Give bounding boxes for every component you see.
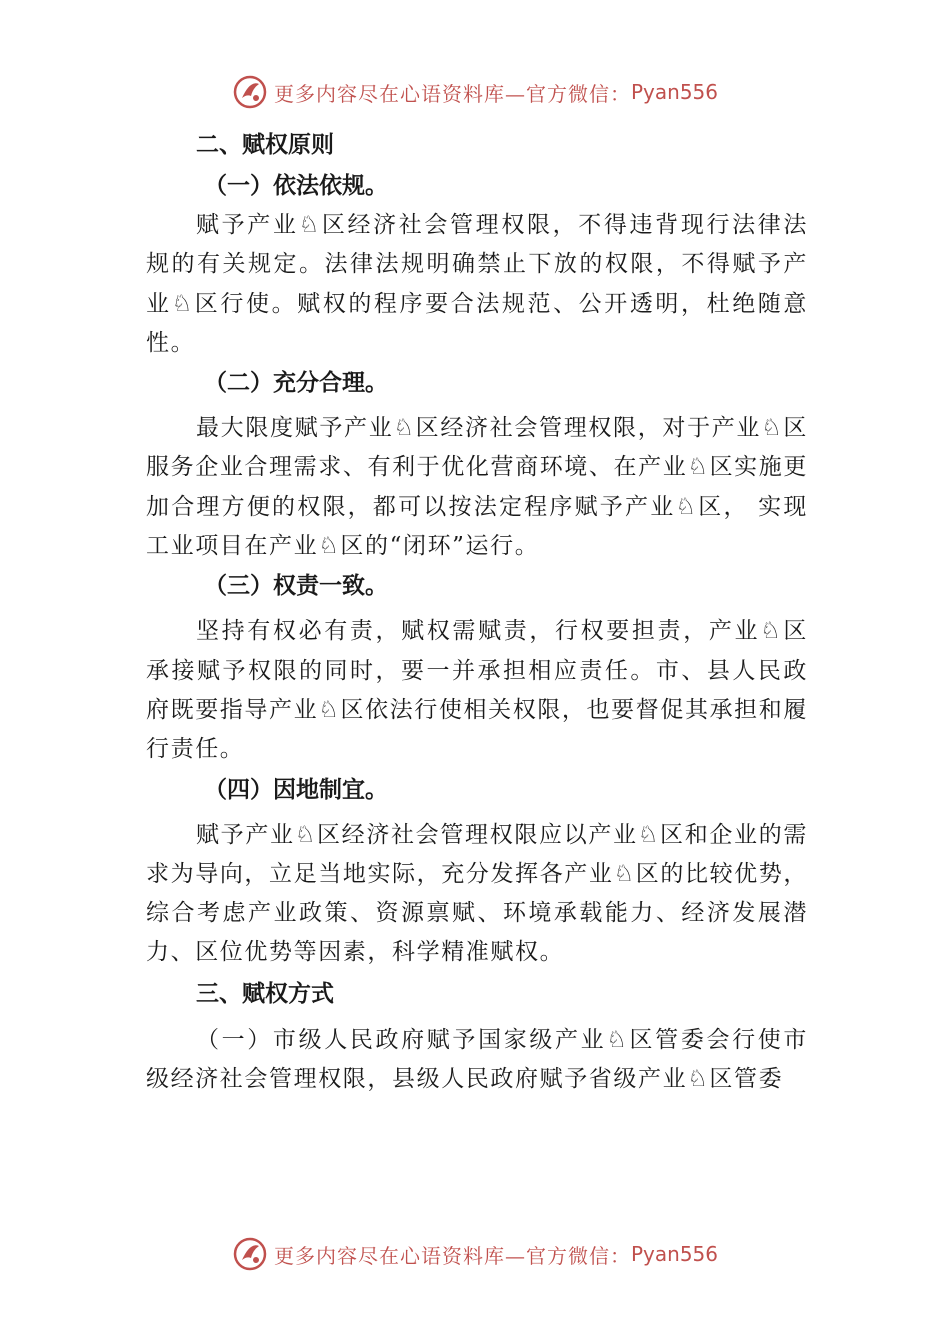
- watermark-header: [0, 72, 950, 112]
- paragraph: 赋予产业♘区经济社会管理权限应以产业♘区和企业的需求为导向，立足当地实际，充分发挥各产业♘区的比较优势，综合考虑产业政策、资源禀赋、环境承载能力、经济发展潜力、区位优势等因素，科学精准赋权。: [146, 821, 808, 966]
- brand-logo-icon: [232, 1236, 268, 1272]
- document-body: [146, 124, 808, 1099]
- subsection-heading: （四）因地制宜。: [204, 775, 388, 803]
- subsection-heading: （三）权责一致。: [204, 572, 388, 600]
- paragraph: 最大限度赋予产业♘区经济社会管理权限，对于产业♘区服务企业合理需求、有利于优化营商环境、在产业♘区实施更加合理方便的权限，都可以按法定程序赋予产业♘区， 实现工业项目在产业♘区的“闭环”运行。: [146, 415, 808, 560]
- paragraph: 坚持有权必有责，赋权需赋责，行权要担责，产业♘区承接赋予权限的同时，要一并承担相应责任。市、县人民政府既要指导产业♘区依法行使相关权限，也要督促其承担和履行责任。: [146, 618, 808, 763]
- subsection-heading: （二）充分合理。: [204, 369, 388, 397]
- paragraph: 赋予产业♘区经济社会管理权限，不得违背现行法律法规的有关规定。法律法规明确禁止下放的权限，不得赋予产业♘区行使。赋权的程序要合法规范、公开透明，杜绝随意性。: [146, 212, 808, 356]
- brand-logo-icon: [232, 74, 268, 110]
- watermark-footer: [0, 1234, 950, 1274]
- watermark-code: Pyan556: [630, 1242, 718, 1266]
- watermark-text: 更多内容尽在心语资料库—官方微信：: [273, 1243, 631, 1268]
- section-heading: 二、赋权原则: [196, 132, 334, 158]
- paragraph: （一）市级人民政府赋予国家级产业♘区管委会行使市级经济社会管理权限，县级人民政府赋予省级产业♘区管委: [146, 1026, 808, 1093]
- watermark-code: Pyan556: [630, 80, 718, 104]
- subsection-heading: （一）依法依规。: [204, 172, 388, 199]
- section-heading: 三、赋权方式: [196, 980, 334, 1007]
- watermark-text: 更多内容尽在心语资料库—官方微信：: [273, 81, 631, 106]
